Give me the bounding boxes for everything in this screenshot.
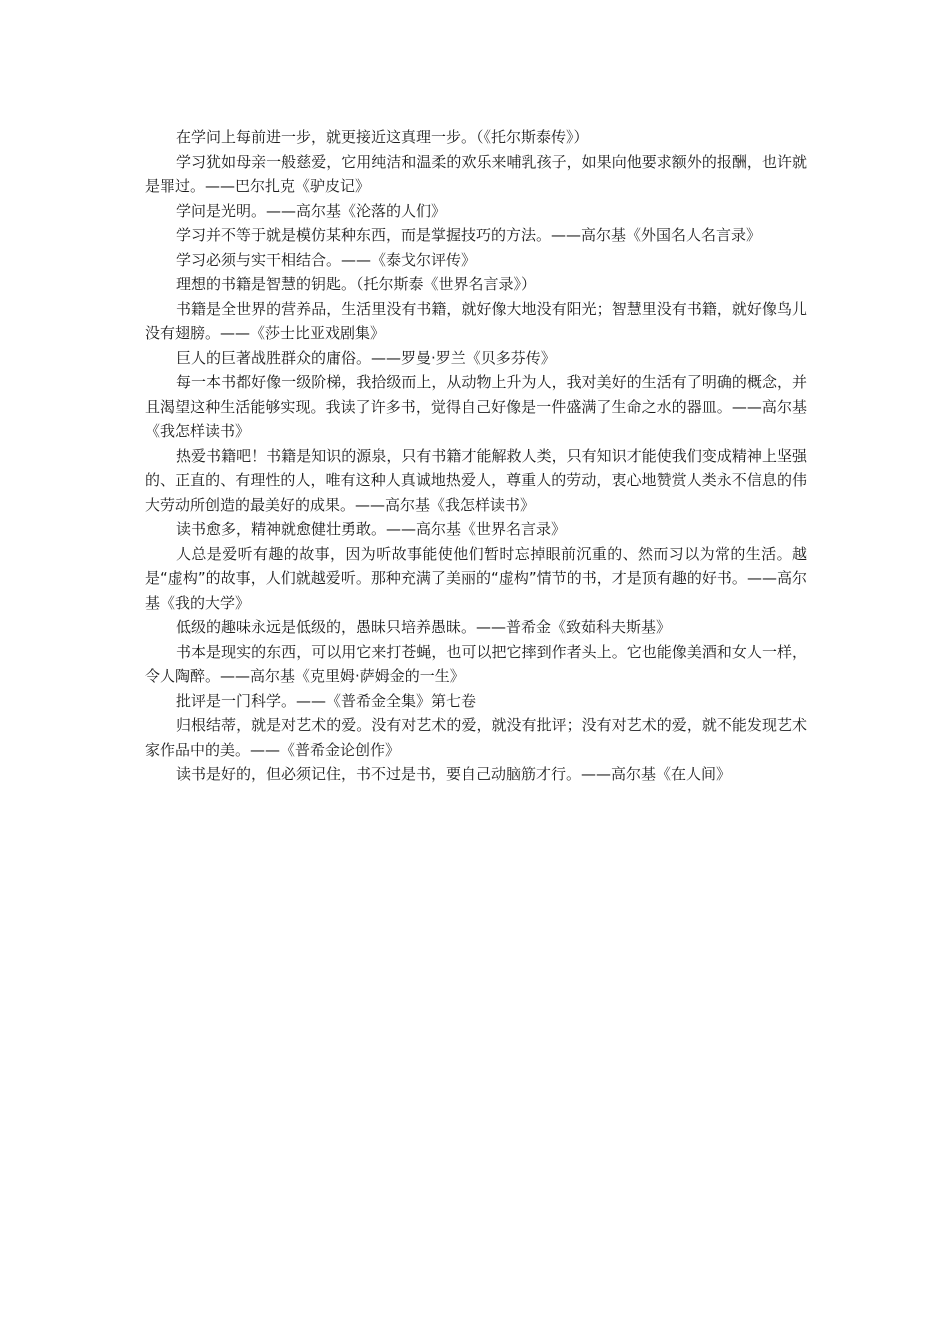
quote-paragraph: 读书是好的，但必须记住，书不过是书，要自己动脑筋才行。——高尔基《在人间》 [176,765,732,783]
quote-paragraph: 学习并不等于就是模仿某种东西，而是掌握技巧的方法。——高尔基《外国名人名言录》 [176,226,762,244]
quote-paragraph: 学习必须与实干相结合。——《泰戈尔评传》 [176,250,477,269]
quote-paragraph: 学问是光明。——高尔基《沦落的人们》 [176,201,447,220]
quote-paragraph: 书籍是全世界的营养品，生活里没有书籍，就好像大地没有阳光；智慧里没有书籍，就好像鸟儿没有翅膀。——《莎士比亚戏剧集》 [145,299,807,342]
quote-paragraph: 归根结蒂，就是对艺术的爱。没有对艺术的爱，就没有批评；没有对艺术的爱，就不能发现艺术家作品中的美。——《普希金论创作》 [145,716,807,759]
quote-paragraph: 学习犹如母亲一般慈爱，它用纯洁和温柔的欢乐来哺乳孩子，如果向他要求额外的报酬，也许就是罪过。——巴尔扎克《驴皮记》 [145,152,807,195]
quote-paragraph: 理想的书籍是智慧的钥匙。（托尔斯泰《世界名言录》） [176,275,537,293]
quote-paragraph: 批评是一门科学。——《普希金全集》第七卷 [176,691,477,710]
quote-paragraph: 每一本书都好像一级阶梯，我拾级而上，从动物上升为人，我对美好的生活有了明确的概念，并且渴望这种生活能够实现。我读了许多书，觉得自己好像是一件盛满了生命之水的器皿。——高尔基《我怎样读书》 [145,373,807,440]
quotes-body [145,125,807,787]
quote-paragraph: 人总是爱听有趣的故事，因为听故事能使他们暂时忘掉眼前沉重的、然而习以为常的生活。越是“虚构”的故事，人们就越爱听。那种充满了美丽的“虚构”情节的书，才是顶有趣的好书。——高尔基《我的大学》 [145,544,807,612]
quote-paragraph: 在学问上每前进一步，就更接近这真理一步。（《托尔斯泰传》） [176,128,589,146]
quote-paragraph: 热爱书籍吧！书籍是知识的源泉，只有书籍才能解救人类，只有知识才能使我们变成精神上坚强的、正直的、有理性的人，唯有这种人真诚地热爱人，尊重人的劳动，衷心地赞赏人类永不信息的伟大劳动所创造的最美好的成果。——高尔基《我怎样读书》 [145,446,807,514]
quote-paragraph: 读书愈多，精神就愈健壮勇敢。——高尔基《世界名言录》 [176,520,567,538]
quote-paragraph: 低级的趣味永远是低级的，愚昧只培养愚昧。——普希金《致茹科夫斯基》 [176,618,672,636]
quote-paragraph: 巨人的巨著战胜群众的庸俗。——罗曼·罗兰《贝多芬传》 [176,348,556,367]
quote-paragraph: 书本是现实的东西，可以用它来打苍蝇，也可以把它摔到作者头上。它也能像美酒和女人一样，令人陶醉。——高尔基《克里姆·萨姆金的一生》 [145,642,807,685]
